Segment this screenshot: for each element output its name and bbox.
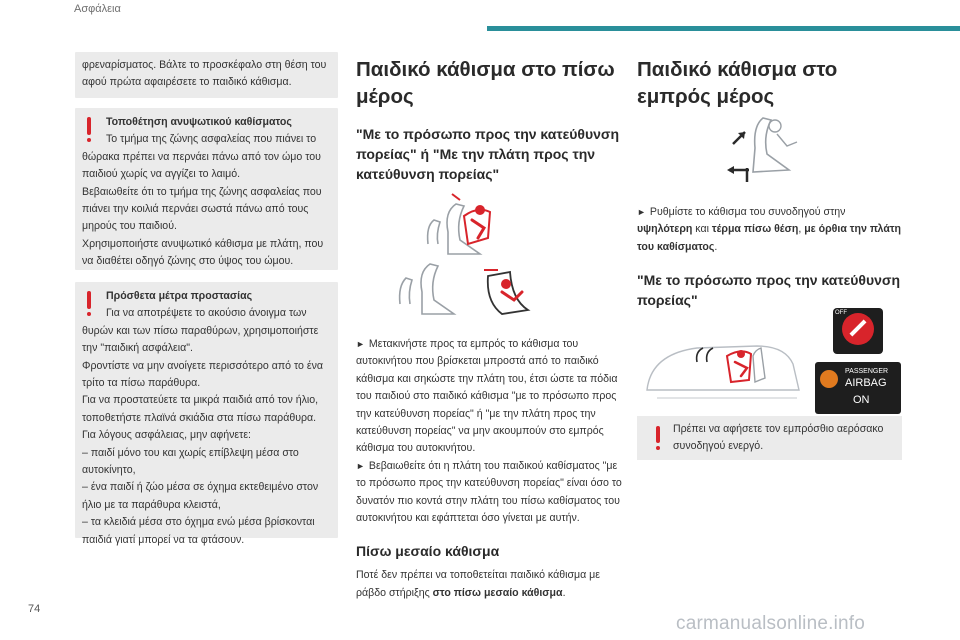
- airbag-off-switch-icon: [833, 308, 883, 354]
- middle-column: [356, 52, 626, 602]
- warning-icon: [87, 117, 91, 135]
- warning-text: Για να προστατεύετε τα μικρά παιδιά από τον ήλιο, τοποθετήστε πλαϊνά σκιάδια στα πίσω παράθυρα.: [82, 394, 319, 424]
- subheading-orientation: "Με το πρόσωπο προς την κατεύθυνση πορείας" ή "Με την πλάτη προς την κατεύθυνση πορείας": [356, 126, 620, 182]
- airbag-illustration: [637, 310, 902, 422]
- subheading-front-forward: "Με το πρόσωπο προς την κατεύθυνση πορείας": [637, 272, 901, 309]
- warning-icon: [656, 426, 660, 443]
- warning-text: Βεβαιωθείτε ότι το τμήμα της ζώνης ασφαλείας που πιάνει την κοιλιά περνάει σωστά πάνω από τους μηρούς του παιδιού.: [82, 185, 322, 233]
- seat-rear-facing-icon: [400, 264, 528, 314]
- warning-text: Για να αποτρέψετε το ακούσιο άνοιγμα των θυρών και των πίσω παραθύρων, χρησιμοποιήστε την "παιδική ασφάλεια".: [82, 307, 319, 355]
- instruction-paragraph: ► Βεβαιωθείτε ότι η πλάτη του παιδικού καθίσματος "με το πρόσωπο προς την κατεύθυνση πορείας" είναι όσο το δυνατόν πιο κοντά στην πλάτη του πίσω καθίσματος του αυτοκινήτου και εφάπτεται όσο γίνεται με αυτήν.: [356, 459, 622, 525]
- airbag-off-warning-icon: [820, 370, 838, 388]
- instruction-paragraph: ► Μετακινήστε προς τα εμπρός το κάθισμα του αυτοκινήτου που βρίσκεται μπροστά από το παιδικό κάθισμα και σηκώστε την πλάτη του, έτσι ώστε τα πόδια του παιδιού στο παιδικό κάθισμα "με το πρόσωπο προς την κατεύθυνση πορείας" ή "με την πλάτη προς την κατεύθυνση πορείας" να μην ακουμπούν στο εμπρός κάθισμα του αυτοκινήτου.: [356, 338, 618, 455]
- rear-seat-illustration: [356, 192, 626, 332]
- airbag-warning-box: [637, 416, 902, 460]
- list-item: – τα κλειδιά μέσα στο όχημα ενώ μέσα βρίσκονται παιδιά γιατί μπορεί να τα φτάσουν.: [82, 516, 315, 546]
- header-section-title: Ασφάλεια: [74, 3, 121, 15]
- airbag-off-label: OFF: [835, 310, 847, 317]
- header-accent-bar: [487, 26, 960, 31]
- right-column: [637, 52, 902, 422]
- bullet-arrow-icon: ►: [356, 460, 365, 471]
- left-column: [75, 52, 338, 546]
- warning-title: Τοποθέτηση ανυψωτικού καθίσματος: [106, 116, 292, 128]
- car-outline-icon: [637, 328, 807, 418]
- warning-icon: [87, 291, 91, 309]
- airbag-label-line2: AIRBAG: [845, 377, 887, 390]
- warning-box-protection: [75, 282, 338, 546]
- airbag-label-line1: PASSENGER: [845, 368, 889, 376]
- airbag-status-on: ON: [853, 394, 870, 407]
- warning-box-booster: [75, 108, 338, 270]
- bullet-arrow-icon: ►: [637, 207, 646, 217]
- bullet-arrow-icon: ►: [356, 339, 365, 349]
- airbag-warning-text: Πρέπει να αφήσετε τον εμπρόσθιο αερόσακο συνοδηγού ενεργό.: [673, 423, 884, 453]
- passenger-airbag-indicator: [815, 362, 901, 414]
- warning-title: Πρόσθετα μέτρα προστασίας: [106, 290, 253, 302]
- list-item: – ένα παιδί ή ζώο μέσα σε όχημα εκτεθειμένο στον ήλιο με τα παράθυρα κλειστά,: [82, 481, 319, 511]
- intro-box: [75, 52, 338, 98]
- warning-text: Για λόγους ασφάλειας, μην αφήνετε:: [82, 429, 251, 442]
- adjust-instruction: ► Ρυθμίστε το κάθισμα του συνοδηγού στην υψηλότερη και τέρμα πίσω θέση, με όρθια την πλάτη του καθίσματος.: [637, 206, 902, 253]
- warning-text: Φροντίστε να μην ανοίγετε περισσότερο από το ένα τρίτο τα πίσω παράθυρα.: [82, 359, 324, 390]
- intro-text: φρεναρίσματος. Βάλτε το προσκέφαλο στη θέση του αφού πρώτα αφαιρέσετε το παιδικό κάθισμα.: [82, 59, 327, 89]
- warning-text: Το τμήμα της ζώνης ασφαλείας που πιάνει το θώρακα πρέπει να περνάει πάνω από τον ώμο του παιδιού χωρίς να αγγίζει το λαιμό.: [82, 133, 321, 181]
- section-heading-rear: Παιδικό κάθισμα στο πίσω μέρος: [356, 58, 615, 108]
- middle-seat-paragraph: Ποτέ δεν πρέπει να τοποθετείται παιδικό κάθισμα με ράβδο στήριξης στο πίσω μεσαίο κάθισμα.: [356, 569, 600, 599]
- list-item: – παιδί μόνο του και χωρίς επίβλεψη μέσα στο αυτοκίνητο,: [82, 446, 299, 477]
- warning-text: Χρησιμοποιήστε ανυψωτικό κάθισμα με πλάτη, που να διαθέτει οδηγό ζώνης στο ύψος του ώμου.: [82, 237, 324, 268]
- subheading-rear-middle: Πίσω μεσαίο κάθισμα: [356, 543, 500, 560]
- front-seat-adjust-illustration: [637, 112, 902, 194]
- page-number: 74: [28, 603, 41, 615]
- section-heading-front: Παιδικό κάθισμα στο εμπρός μέρος: [637, 58, 838, 108]
- watermark-text: carmanualsonline.info: [676, 613, 866, 634]
- seat-forward-facing-icon: [428, 194, 490, 254]
